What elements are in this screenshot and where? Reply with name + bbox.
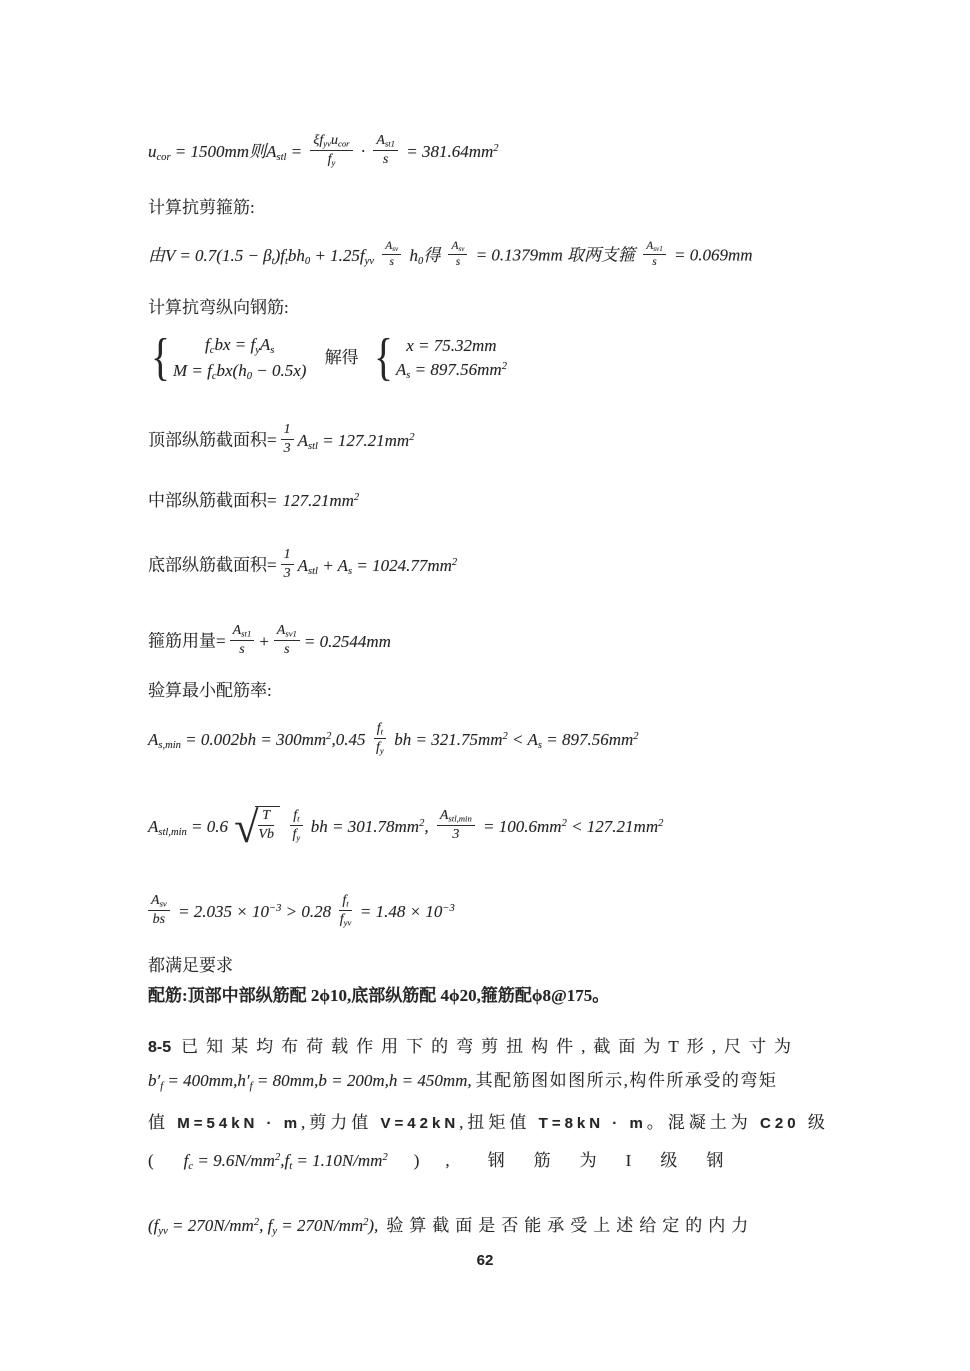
concrete-grade: C20 xyxy=(760,1115,800,1132)
problem-text: 其配筋图如图所示,构件所承受的弯矩 xyxy=(475,1071,778,1090)
radicand xyxy=(255,806,280,845)
problem-text: 验算截面是否能承受上述给定的内力 xyxy=(386,1216,755,1235)
problem-8-5-line1 xyxy=(148,1036,850,1058)
moment-value: M=54kN · m xyxy=(177,1115,302,1132)
fraction-denominator: s xyxy=(652,256,657,269)
system-right xyxy=(371,329,507,387)
problem-number: 8-5 xyxy=(148,1039,172,1056)
problem-8-5-line5 xyxy=(148,1215,754,1238)
fraction-numerator: $f_t$ xyxy=(290,808,302,826)
fraction-denominator: s xyxy=(382,152,389,168)
heading-calc-shear-stirrups xyxy=(148,197,255,218)
math-seg: $f_c = 9.6N/mm^2,f_t = 1.10N/mm^2$ xyxy=(183,1151,388,1172)
equation-system xyxy=(148,329,507,387)
rebar-selection-text: 配筋:顶部中部纵筋配 2ϕ10,底部纵筋配 4ϕ20,箍筋配ϕ8@175。 xyxy=(148,986,610,1005)
problem-text: 已知某均布荷载作用下的弯剪扭构件,截面为T形,尺寸为 xyxy=(181,1037,800,1056)
problem-text: 。混凝土为 xyxy=(646,1113,761,1132)
page-number xyxy=(0,1252,970,1269)
formula-astl-torsion xyxy=(148,135,499,170)
fraction xyxy=(290,808,302,843)
fraction xyxy=(230,623,255,658)
math-seg: $A_{stl,min} = 0.6$ xyxy=(148,816,229,838)
math-seg: x = 75.32mm xyxy=(406,335,497,355)
math-seg: $A_{stl} + A_s = 1024.77mm^2$ xyxy=(297,555,458,577)
fraction-numerator: 1 xyxy=(281,547,294,565)
fraction-numerator: 1 xyxy=(281,422,294,440)
math-seg: $b'_f = 400mm,h'_f = 80mm,b = 200m,h = 450mm$, xyxy=(148,1071,472,1092)
math-seg: = $100.6mm^2 < 127.21mm^2$ xyxy=(483,816,664,836)
fraction xyxy=(437,808,475,843)
fraction-denominator: $f_{yv}$ xyxy=(339,912,352,928)
problem-text: 钢筋为I级钢 xyxy=(487,1151,753,1170)
fraction xyxy=(382,240,401,269)
problem-text: ,扭矩值 xyxy=(459,1113,539,1132)
label-text: 底部纵筋截面积= xyxy=(148,555,277,575)
label-text: 顶部纵筋截面积= xyxy=(148,430,277,450)
fraction-numerator: $A_{sv}$ xyxy=(448,240,467,255)
fraction-denominator: $f_y$ xyxy=(327,152,336,168)
system-left xyxy=(148,329,307,387)
fraction-denominator: bs xyxy=(152,912,166,928)
math-seg: $A_{stl} = 127.21mm^2$ xyxy=(297,430,415,452)
math-seg: = $1.48 \times 10^{-3}$ xyxy=(359,901,455,921)
fraction-denominator: s xyxy=(389,256,394,269)
fraction-denominator: s xyxy=(239,642,245,658)
fraction-denominator: 3 xyxy=(452,827,460,843)
solve-label: 解得 xyxy=(324,347,359,367)
label-text: 中部纵筋截面积= xyxy=(148,491,277,510)
fraction xyxy=(281,422,294,457)
fraction-denominator: Vb xyxy=(258,827,274,843)
formula-astlmin-check xyxy=(148,802,664,852)
shear-value: V=42kN xyxy=(380,1115,460,1132)
fraction-numerator: $A_{st1}$ xyxy=(230,623,255,641)
math-seg: $M = f_cbx(h_0 - 0.5x)$ xyxy=(172,361,307,383)
fraction xyxy=(448,240,467,269)
problem-text: ,剪力值 xyxy=(301,1113,381,1132)
comma: , xyxy=(445,1151,450,1170)
math-seg: $h_0$得 xyxy=(409,245,441,267)
problem-text: 级 xyxy=(799,1113,829,1132)
fraction-denominator: $f_y$ xyxy=(292,827,301,843)
open-paren: ( xyxy=(148,1151,154,1170)
fraction-numerator: $A_{st1}$ xyxy=(373,133,398,151)
math-seg: = $381.64mm^2$ xyxy=(406,141,499,161)
square-root: √ $\frac{T}{Vb}$ xyxy=(234,806,280,845)
math-seg: bh = $321.75mm^2 < A_s = 897.56mm^2$ xyxy=(394,729,639,751)
fraction xyxy=(374,721,386,756)
line-bottom-rebar-area xyxy=(148,549,457,584)
fraction xyxy=(310,133,352,168)
fraction-denominator: s xyxy=(455,256,461,269)
page-number-text: 62 xyxy=(476,1252,494,1269)
fraction-numerator: $A_{sv}$ xyxy=(382,240,401,255)
line-top-rebar-area xyxy=(148,424,414,459)
fraction-numerator: $A_{sv}$ xyxy=(148,893,170,911)
fraction xyxy=(148,893,170,928)
heading-text: 计算抗剪箍筋: xyxy=(148,198,255,217)
line-rebar-selection xyxy=(148,985,609,1006)
close-paren: ) xyxy=(413,1151,420,1170)
conclusion-text: 都满足要求 xyxy=(148,956,233,975)
math-seg: $A_s = 897.56mm^2$ xyxy=(395,360,507,382)
formula-shear-stirrup xyxy=(148,242,753,271)
math-seg: $u_{cor} = 1500mm$则$A_{stl}$ = xyxy=(148,141,303,163)
problem-8-5-line4 xyxy=(148,1150,752,1173)
fraction-denominator: s xyxy=(284,642,290,658)
math-seg: = 0.069mm xyxy=(674,245,753,265)
math-seg: $A_{s,min} = 0.002bh = 300mm^2,0.45$ xyxy=(148,729,366,751)
left-brace: { xyxy=(151,329,170,387)
fraction xyxy=(274,623,300,658)
fraction-numerator: $A_{sv1}$ xyxy=(643,240,666,255)
line-conclusion xyxy=(148,955,233,976)
math-seg: bh = $301.78mm^2$, xyxy=(310,816,429,836)
math-seg: $f_cbx = f_yA_s$ xyxy=(205,335,275,356)
fraction-numerator: T xyxy=(258,808,274,826)
heading-text: 计算抗弯纵向钢筋: xyxy=(148,298,289,317)
heading-text: 验算最小配筋率: xyxy=(148,681,272,700)
fraction xyxy=(373,133,398,168)
system-results xyxy=(396,335,507,382)
formula-asmin-check xyxy=(148,723,639,758)
line-stirrup-total xyxy=(148,625,391,660)
math-seg: = 0.2544mm xyxy=(303,631,391,651)
dot-operator: · xyxy=(360,141,366,161)
fraction-numerator: $\xi f_{yv}u_{cor}$ xyxy=(310,133,352,151)
math-seg: $127.21mm^2$ xyxy=(282,491,360,510)
math-seg: = $2.035 \times 10^{-3} > 0.28$ xyxy=(178,901,332,921)
math-seg: ($f_{yv} = 270N/mm^2$, $f_y = 270N/mm^2$), xyxy=(148,1216,379,1237)
problem-8-5-line2 xyxy=(148,1070,777,1093)
fraction xyxy=(258,808,274,843)
fraction-numerator: $A_{stl,min}$ xyxy=(437,808,475,826)
heading-calc-flexural-rebar xyxy=(148,297,289,318)
torque-value: T=8kN · m xyxy=(538,1115,647,1132)
fraction-numerator: $f_t$ xyxy=(374,721,386,739)
system-equations xyxy=(173,334,306,383)
formula-stirrup-ratio-check xyxy=(148,895,455,930)
line-mid-rebar-area xyxy=(148,490,359,511)
fraction-denominator: 3 xyxy=(283,566,291,582)
fraction xyxy=(339,893,351,928)
fraction-numerator: $A_{sv1}$ xyxy=(274,623,300,641)
fraction xyxy=(281,547,294,582)
math-seg: 由$V = 0.7(1.5 - \beta_t)f_tbh_0 + 1.25f_{yv}$ xyxy=(148,245,374,267)
left-brace: { xyxy=(374,329,393,387)
fraction-denominator: $f_y$ xyxy=(375,740,384,756)
heading-check-min-ratio xyxy=(148,680,272,701)
fraction xyxy=(643,240,666,269)
fraction-denominator: 3 xyxy=(283,441,291,457)
label-text: 箍筋用量= xyxy=(148,631,226,651)
problem-8-5-line3 xyxy=(148,1112,829,1134)
math-seg: = 0.1379mm 取两支箍 xyxy=(475,245,635,265)
math-seg: + xyxy=(258,631,270,651)
fraction-numerator: $f_t$ xyxy=(339,893,351,911)
problem-text: 值 xyxy=(148,1113,178,1132)
